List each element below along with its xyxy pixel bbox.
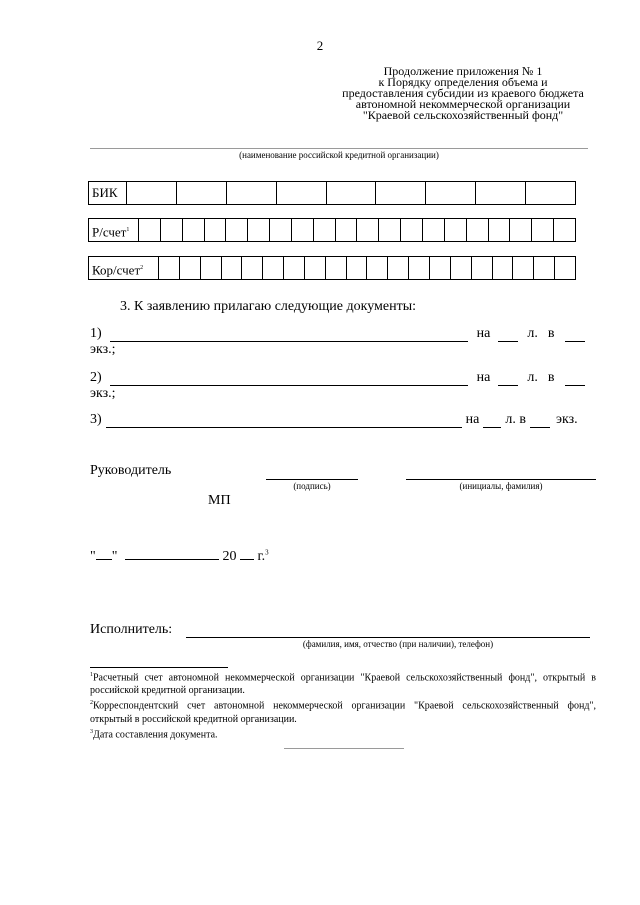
ks-label <box>89 257 159 279</box>
footnote-3 <box>90 726 596 741</box>
ks-digit-cell[interactable] <box>472 257 493 279</box>
document-item-1 <box>90 326 595 358</box>
executor-field[interactable] <box>186 637 590 638</box>
date-line <box>90 545 269 565</box>
header-line: Продолжение приложения № 1 <box>383 64 543 78</box>
document-name-field[interactable] <box>110 327 468 342</box>
header-line: предоставления субсидии из краевого бюджета <box>342 86 584 100</box>
document-number: 1) <box>90 326 102 341</box>
date-quote-open: " <box>90 549 96 564</box>
sheets-label: л. <box>527 370 538 385</box>
copies-label: экз.; <box>90 342 116 357</box>
document-item-2 <box>90 370 595 402</box>
bank-name-field[interactable] <box>90 148 588 149</box>
ks-digit-cell[interactable] <box>430 257 451 279</box>
document-v-label: в <box>547 326 555 341</box>
header-line: автономной некоммерческой организации <box>355 97 571 111</box>
footnote-mark: 2 <box>90 700 93 707</box>
footnote-separator <box>90 667 228 668</box>
ks-digit-cell[interactable] <box>493 257 514 279</box>
copies-count-field[interactable] <box>565 327 585 342</box>
document-na-label: на <box>476 326 491 341</box>
rs-digit-cell[interactable] <box>292 219 314 241</box>
bik-grid <box>88 181 576 205</box>
ks-digit-cell[interactable] <box>555 257 575 279</box>
rs-digit-cell[interactable] <box>489 219 511 241</box>
sheets-count-field[interactable] <box>498 327 518 342</box>
rs-digit-cell[interactable] <box>532 219 554 241</box>
ks-digit-cell[interactable] <box>367 257 388 279</box>
header-line: к Порядку определения объема и <box>378 75 548 89</box>
document-item-3 <box>90 412 595 428</box>
rs-digit-cell[interactable] <box>139 219 161 241</box>
ks-digit-cell[interactable] <box>451 257 472 279</box>
document-name-field[interactable] <box>110 371 468 386</box>
year-field[interactable] <box>240 545 254 560</box>
head-name-caption: (инициалы, фамилия) <box>459 481 543 491</box>
executor-caption: (фамилия, имя, отчество (при наличии), телефон) <box>302 639 494 649</box>
executor-label: Исполнитель: <box>90 622 173 637</box>
footnote-mark: 1 <box>90 672 93 678</box>
rs-digit-cell[interactable] <box>357 219 379 241</box>
copies-count-field[interactable] <box>530 413 550 428</box>
rs-digit-cell[interactable] <box>467 219 489 241</box>
footnote-text: Дата составления документа. <box>93 728 218 740</box>
year-prefix: 20 <box>222 549 237 564</box>
date-footnote-mark: 3 <box>265 548 269 557</box>
bik-digit-cell[interactable] <box>327 182 377 204</box>
footnote-1 <box>90 669 596 697</box>
ks-digit-cell[interactable] <box>242 257 263 279</box>
copies-label: экз.; <box>90 386 116 401</box>
rs-label <box>89 219 139 241</box>
ks-digit-cell[interactable] <box>159 257 180 279</box>
bik-cells <box>127 182 575 204</box>
ks-footnote-mark: 2 <box>140 265 144 271</box>
stamp-mark: МП <box>208 493 231 508</box>
ks-digit-cell[interactable] <box>222 257 243 279</box>
ks-cells <box>159 257 575 279</box>
date-quote-close: " <box>111 549 118 564</box>
footnote-mark: 3 <box>90 728 93 735</box>
rs-cells <box>139 219 575 241</box>
month-field[interactable] <box>125 545 219 560</box>
rs-footnote-mark: 1 <box>126 227 130 233</box>
bik-label: БИК <box>89 182 127 204</box>
head-name-field[interactable] <box>406 479 596 480</box>
appendix-header <box>318 66 608 121</box>
ks-digit-cell[interactable] <box>534 257 555 279</box>
footnote-text: Корреспондентский счет автономной некоммерческой организации "Краевой сельскохозяйственный фонд", открытый в российской кредитной организации. <box>90 700 596 725</box>
document-name-field[interactable] <box>106 413 462 428</box>
bik-digit-cell[interactable] <box>476 182 526 204</box>
bik-digit-cell[interactable] <box>227 182 277 204</box>
end-separator <box>284 748 404 749</box>
document-na-label: на <box>465 412 480 427</box>
rs-digit-cell[interactable] <box>205 219 227 241</box>
ks-digit-cell[interactable] <box>263 257 284 279</box>
sheets-count-field[interactable] <box>498 371 518 386</box>
bik-digit-cell[interactable] <box>127 182 177 204</box>
document-number: 2) <box>90 370 102 385</box>
ks-digit-cell[interactable] <box>388 257 409 279</box>
ks-digit-cell[interactable] <box>305 257 326 279</box>
rs-grid <box>88 218 576 242</box>
documents-title: 3. К заявлению прилагаю следующие документы: <box>120 299 417 314</box>
ks-digit-cell[interactable] <box>409 257 430 279</box>
ks-digit-cell[interactable] <box>180 257 201 279</box>
signature-field[interactable] <box>266 479 358 480</box>
rs-label-text: Р/счет <box>92 224 127 240</box>
sheets-label: л. в <box>505 412 526 427</box>
document-v-label: в <box>547 370 555 385</box>
ks-label-text: Кор/счет <box>92 262 141 278</box>
ks-digit-cell[interactable] <box>284 257 305 279</box>
bik-digit-cell[interactable] <box>177 182 227 204</box>
bik-digit-cell[interactable] <box>426 182 476 204</box>
rs-digit-cell[interactable] <box>379 219 401 241</box>
document-number: 3) <box>90 412 102 427</box>
ks-digit-cell[interactable] <box>347 257 368 279</box>
rs-digit-cell[interactable] <box>336 219 358 241</box>
bik-digit-cell[interactable] <box>376 182 426 204</box>
copies-label: экз. <box>556 412 578 427</box>
bank-name-caption: (наименование российской кредитной организации) <box>239 150 439 160</box>
footnote-2 <box>90 697 596 725</box>
rs-digit-cell[interactable] <box>161 219 183 241</box>
rs-digit-cell[interactable] <box>510 219 532 241</box>
rs-digit-cell[interactable] <box>423 219 445 241</box>
head-label: Руководитель <box>90 463 172 478</box>
page-number: 2 <box>316 38 324 53</box>
rs-digit-cell[interactable] <box>314 219 336 241</box>
ks-digit-cell[interactable] <box>201 257 222 279</box>
footnotes <box>90 669 596 741</box>
rs-digit-cell[interactable] <box>445 219 467 241</box>
day-field[interactable] <box>96 545 112 560</box>
header-line: "Краевой сельскохозяйственный фонд" <box>362 108 564 122</box>
bik-digit-cell[interactable] <box>526 182 575 204</box>
rs-digit-cell[interactable] <box>270 219 292 241</box>
sheets-count-field[interactable] <box>483 413 501 428</box>
document-na-label: на <box>476 370 491 385</box>
bik-digit-cell[interactable] <box>277 182 327 204</box>
rs-digit-cell[interactable] <box>183 219 205 241</box>
footnote-text: Расчетный счет автономной некоммерческой организации "Краевой сельскохозяйственный фонд", открытый в российской кредитной организации. <box>90 672 596 697</box>
rs-digit-cell[interactable] <box>248 219 270 241</box>
year-suffix: г. <box>257 549 266 564</box>
rs-digit-cell[interactable] <box>554 219 575 241</box>
sheets-label: л. <box>527 326 538 341</box>
ks-digit-cell[interactable] <box>513 257 534 279</box>
signature-caption: (подпись) <box>293 481 331 491</box>
copies-count-field[interactable] <box>565 371 585 386</box>
ks-grid <box>88 256 576 280</box>
rs-digit-cell[interactable] <box>401 219 423 241</box>
rs-digit-cell[interactable] <box>226 219 248 241</box>
ks-digit-cell[interactable] <box>326 257 347 279</box>
